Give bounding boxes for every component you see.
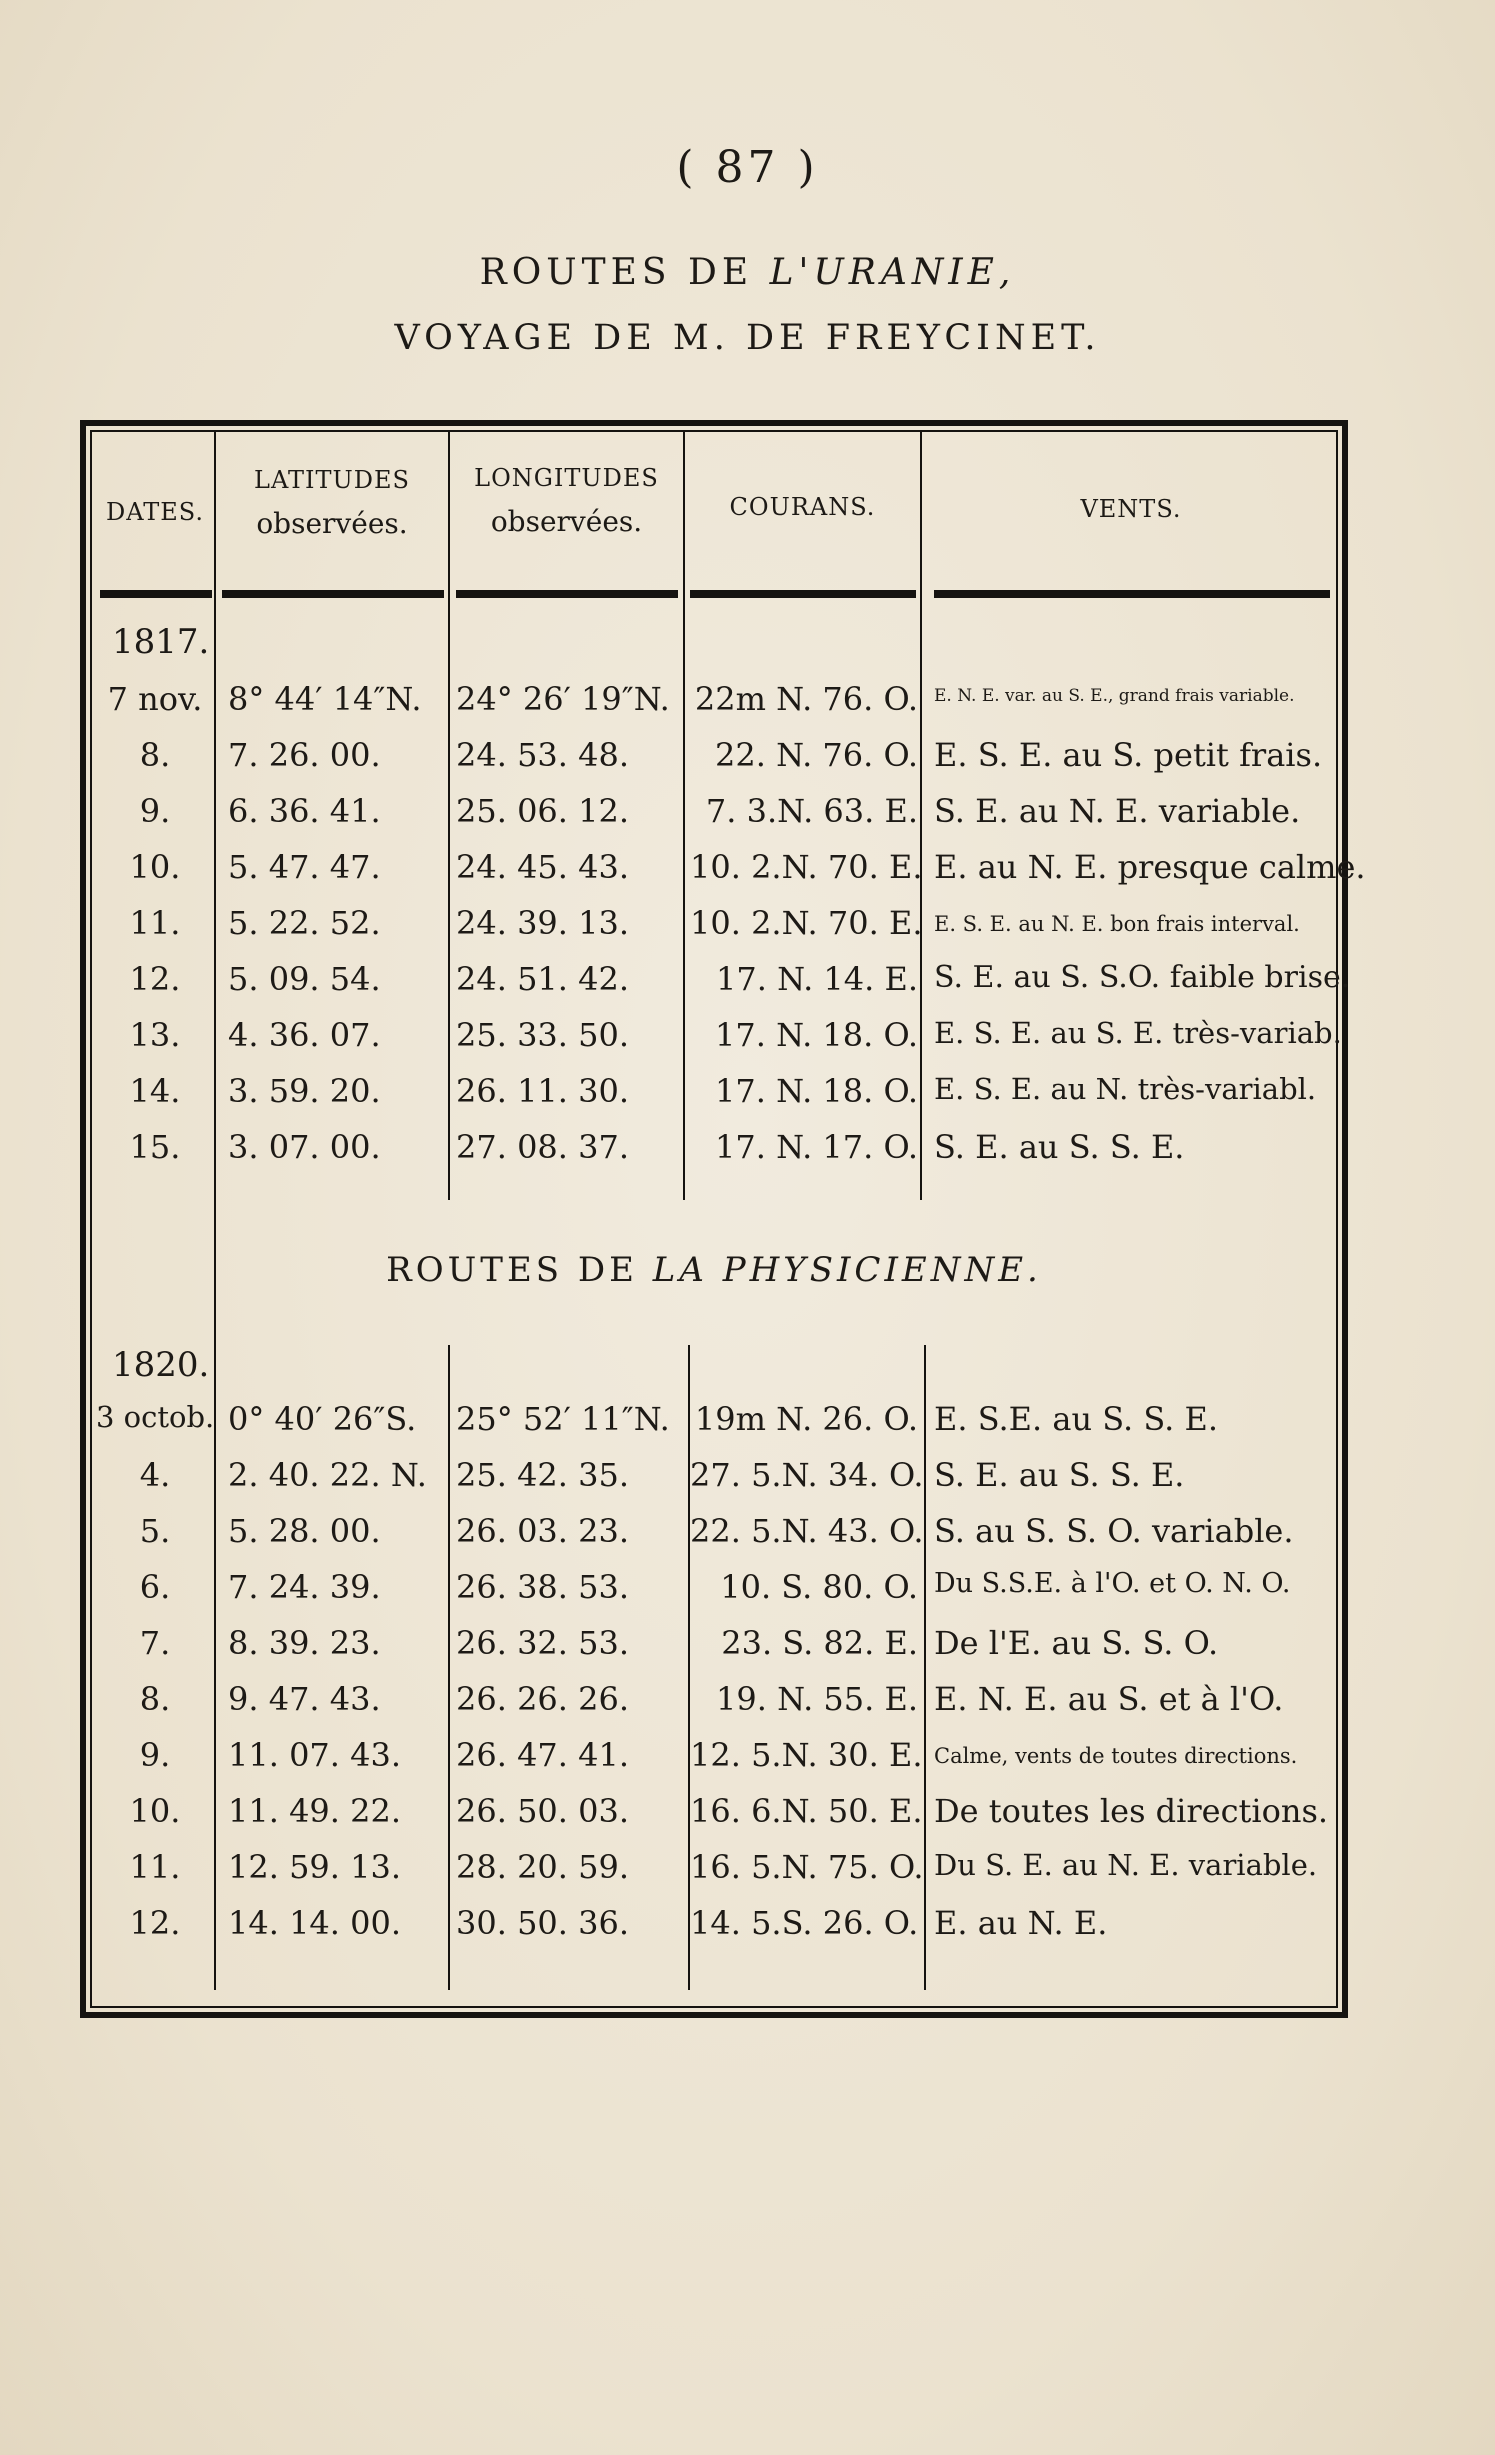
cell-wind: Du S.S.E. à l'O. et O. N. O. bbox=[934, 1568, 1291, 1599]
table-row bbox=[0, 1672, 1495, 1728]
cell-latitude: 14. 14. 00. bbox=[228, 1904, 402, 1942]
cell-longitude: 24° 26′ 19″N. bbox=[456, 680, 670, 718]
cell-longitude: 25. 06. 12. bbox=[456, 792, 630, 830]
cell-date: 10. bbox=[129, 1792, 181, 1830]
header-latitudes-sub: observées. bbox=[256, 507, 408, 540]
cell-longitude: 28. 20. 59. bbox=[456, 1848, 630, 1886]
section-title-prefix: ROUTES DE bbox=[386, 1250, 638, 1290]
table-row bbox=[0, 896, 1495, 952]
cell-wind: E. au N. E. presque calme. bbox=[934, 848, 1366, 886]
table-row bbox=[0, 1504, 1495, 1560]
cell-current: 27. 5.N. 34. O. bbox=[690, 1456, 924, 1494]
cell-date: 8. bbox=[139, 736, 171, 774]
cell-longitude: 26. 38. 53. bbox=[456, 1568, 630, 1606]
cell-current: 10. 2.N. 70. E. bbox=[690, 848, 923, 886]
cell-current: 22. 5.N. 43. O. bbox=[690, 1512, 924, 1550]
cell-latitude: 5. 47. 47. bbox=[228, 848, 381, 886]
page-subtitle: VOYAGE DE M. DE FREYCINET. bbox=[394, 318, 1101, 358]
header-dates: DATES. bbox=[105, 498, 204, 526]
cell-longitude: 25. 33. 50. bbox=[456, 1016, 630, 1054]
title-prefix: ROUTES DE bbox=[479, 252, 754, 293]
section-title-ship: LA PHYSICIENNE. bbox=[652, 1250, 1042, 1290]
table-row bbox=[0, 1728, 1495, 1784]
cell-latitude: 12. 59. 13. bbox=[228, 1848, 402, 1886]
cell-longitude: 30. 50. 36. bbox=[456, 1904, 630, 1942]
cell-longitude: 26. 32. 53. bbox=[456, 1624, 630, 1662]
cell-wind: E. S. E. au S. petit frais. bbox=[934, 736, 1323, 774]
cell-current: 17. N. 18. O. bbox=[715, 1016, 918, 1054]
cell-longitude: 26. 50. 03. bbox=[456, 1792, 630, 1830]
table-row bbox=[0, 1064, 1495, 1120]
cell-current: 7. 3.N. 63. E. bbox=[705, 792, 918, 830]
cell-longitude: 25° 52′ 11″N. bbox=[456, 1400, 670, 1438]
cell-current: 23. S. 82. E. bbox=[721, 1624, 918, 1662]
table-row bbox=[0, 728, 1495, 784]
cell-longitude: 26. 47. 41. bbox=[456, 1736, 630, 1774]
cell-longitude: 26. 03. 23. bbox=[456, 1512, 630, 1550]
cell-latitude: 7. 26. 00. bbox=[228, 736, 381, 774]
cell-longitude: 27. 08. 37. bbox=[456, 1128, 630, 1166]
cell-wind: S. au S. S. O. variable. bbox=[934, 1512, 1294, 1550]
cell-current: 19. N. 55. E. bbox=[716, 1680, 918, 1718]
cell-longitude: 24. 51. 42. bbox=[456, 960, 630, 998]
cell-wind: S. E. au S. S.O. faible brise. bbox=[934, 960, 1351, 995]
cell-current: 17. N. 18. O. bbox=[715, 1072, 918, 1110]
cell-date: 12. bbox=[129, 1904, 181, 1942]
cell-date: 8. bbox=[139, 1680, 171, 1718]
header-rule bbox=[934, 590, 1330, 598]
cell-date: 7 nov. bbox=[107, 680, 203, 718]
cell-wind: Du S. E. au N. E. variable. bbox=[934, 1848, 1318, 1882]
title-ship-name: L'URANIE, bbox=[769, 252, 1016, 293]
cell-date: 13. bbox=[129, 1016, 181, 1054]
page-title bbox=[0, 252, 1495, 293]
header-longitudes-top: LONGITUDES bbox=[474, 464, 659, 492]
header-longitudes-sub: observées. bbox=[490, 505, 643, 538]
cell-current: 19m N. 26. O. bbox=[694, 1400, 918, 1438]
table-row bbox=[0, 1120, 1495, 1176]
cell-current: 16. 6.N. 50. E. bbox=[690, 1792, 923, 1830]
table-row bbox=[0, 1784, 1495, 1840]
cell-latitude: 5. 22. 52. bbox=[228, 904, 381, 942]
cell-date: 10. bbox=[129, 848, 181, 886]
cell-latitude: 9. 47. 43. bbox=[228, 1680, 381, 1718]
cell-longitude: 25. 42. 35. bbox=[456, 1456, 630, 1494]
cell-current: 17. N. 14. E. bbox=[716, 960, 918, 998]
cell-longitude: 26. 26. 26. bbox=[456, 1680, 630, 1718]
cell-current: 14. 5.S. 26. O. bbox=[690, 1904, 919, 1942]
cell-latitude: 5. 28. 00. bbox=[228, 1512, 381, 1550]
cell-latitude: 0° 40′ 26″S. bbox=[228, 1400, 417, 1438]
cell-date: 15. bbox=[129, 1128, 181, 1166]
header-longitudes bbox=[450, 456, 683, 544]
cell-current: 17. N. 17. O. bbox=[715, 1128, 918, 1166]
year-label: 1820. bbox=[112, 1345, 210, 1385]
cell-wind: De l'E. au S. S. O. bbox=[934, 1624, 1219, 1662]
cell-date: 14. bbox=[129, 1072, 181, 1110]
cell-latitude: 6. 36. 41. bbox=[228, 792, 381, 830]
cell-wind: E. S.E. au S. S. E. bbox=[934, 1400, 1218, 1438]
cell-latitude: 11. 07. 43. bbox=[228, 1736, 402, 1774]
cell-date: 6. bbox=[139, 1568, 171, 1606]
cell-date: 4. bbox=[139, 1456, 171, 1494]
cell-latitude: 3. 59. 20. bbox=[228, 1072, 381, 1110]
header-courans: COURANS. bbox=[729, 493, 876, 521]
cell-wind: E. S. E. au S. E. très-variab. bbox=[934, 1016, 1342, 1050]
cell-current: 16. 5.N. 75. O. bbox=[690, 1848, 924, 1886]
table-row bbox=[0, 1560, 1495, 1616]
header-latitudes bbox=[216, 458, 448, 546]
table-row bbox=[0, 1896, 1495, 1952]
year-label: 1817. bbox=[112, 622, 210, 662]
cell-latitude: 8° 44′ 14″N. bbox=[228, 680, 422, 718]
cell-date: 11. bbox=[129, 1848, 181, 1886]
cell-longitude: 24. 45. 43. bbox=[456, 848, 630, 886]
cell-date: 7. bbox=[139, 1624, 171, 1662]
cell-wind: S. E. au S. S. E. bbox=[934, 1456, 1185, 1494]
table-row bbox=[0, 1616, 1495, 1672]
cell-wind: E. N. E. var. au S. E., grand frais variable. bbox=[934, 686, 1295, 706]
cell-current: 22. N. 76. O. bbox=[715, 736, 918, 774]
section-title bbox=[90, 1250, 1338, 1290]
cell-wind: S. E. au S. S. E. bbox=[934, 1128, 1185, 1166]
cell-date: 9. bbox=[139, 792, 171, 830]
table-row bbox=[0, 1392, 1495, 1448]
cell-current: 10. S. 80. O. bbox=[720, 1568, 918, 1606]
table-row bbox=[0, 952, 1495, 1008]
cell-longitude: 24. 53. 48. bbox=[456, 736, 630, 774]
table-row bbox=[0, 1840, 1495, 1896]
cell-longitude: 24. 39. 13. bbox=[456, 904, 630, 942]
cell-latitude: 11. 49. 22. bbox=[228, 1792, 402, 1830]
cell-wind: E. S. E. au N. très-variabl. bbox=[934, 1072, 1317, 1106]
cell-date: 11. bbox=[129, 904, 181, 942]
cell-latitude: 7. 24. 39. bbox=[228, 1568, 381, 1606]
cell-wind: S. E. au N. E. variable. bbox=[934, 792, 1301, 830]
cell-wind: E. S. E. au N. E. bon frais interval. bbox=[934, 912, 1300, 936]
page-number: ( 87 ) bbox=[676, 142, 819, 193]
table-row bbox=[0, 840, 1495, 896]
cell-current: 12. 5.N. 30. E. bbox=[690, 1736, 923, 1774]
cell-date: 9. bbox=[139, 1736, 171, 1774]
header-rule bbox=[100, 590, 212, 598]
header-rule bbox=[222, 590, 444, 598]
table-row bbox=[0, 784, 1495, 840]
cell-date: 5. bbox=[139, 1512, 171, 1550]
cell-latitude: 3. 07. 00. bbox=[228, 1128, 381, 1166]
table-row bbox=[0, 1008, 1495, 1064]
cell-wind: Calme, vents de toutes directions. bbox=[934, 1744, 1298, 1768]
cell-date: 12. bbox=[129, 960, 181, 998]
header-vents: VENTS. bbox=[1080, 495, 1182, 523]
cell-latitude: 5. 09. 54. bbox=[228, 960, 381, 998]
header-latitudes-top: LATITUDES bbox=[254, 466, 410, 494]
cell-date: 3 octob. bbox=[96, 1400, 215, 1434]
table-row bbox=[0, 1448, 1495, 1504]
cell-current: 10. 2.N. 70. E. bbox=[690, 904, 923, 942]
header-rule bbox=[456, 590, 678, 598]
cell-latitude: 2. 40. 22. N. bbox=[228, 1456, 427, 1494]
cell-wind: De toutes les directions. bbox=[934, 1792, 1329, 1830]
cell-current: 22m N. 76. O. bbox=[694, 680, 918, 718]
cell-longitude: 26. 11. 30. bbox=[456, 1072, 630, 1110]
cell-latitude: 8. 39. 23. bbox=[228, 1624, 381, 1662]
table-row bbox=[0, 672, 1495, 728]
cell-latitude: 4. 36. 07. bbox=[228, 1016, 381, 1054]
header-rule bbox=[690, 590, 916, 598]
cell-wind: E. N. E. au S. et à l'O. bbox=[934, 1680, 1284, 1718]
cell-wind: E. au N. E. bbox=[934, 1904, 1108, 1942]
